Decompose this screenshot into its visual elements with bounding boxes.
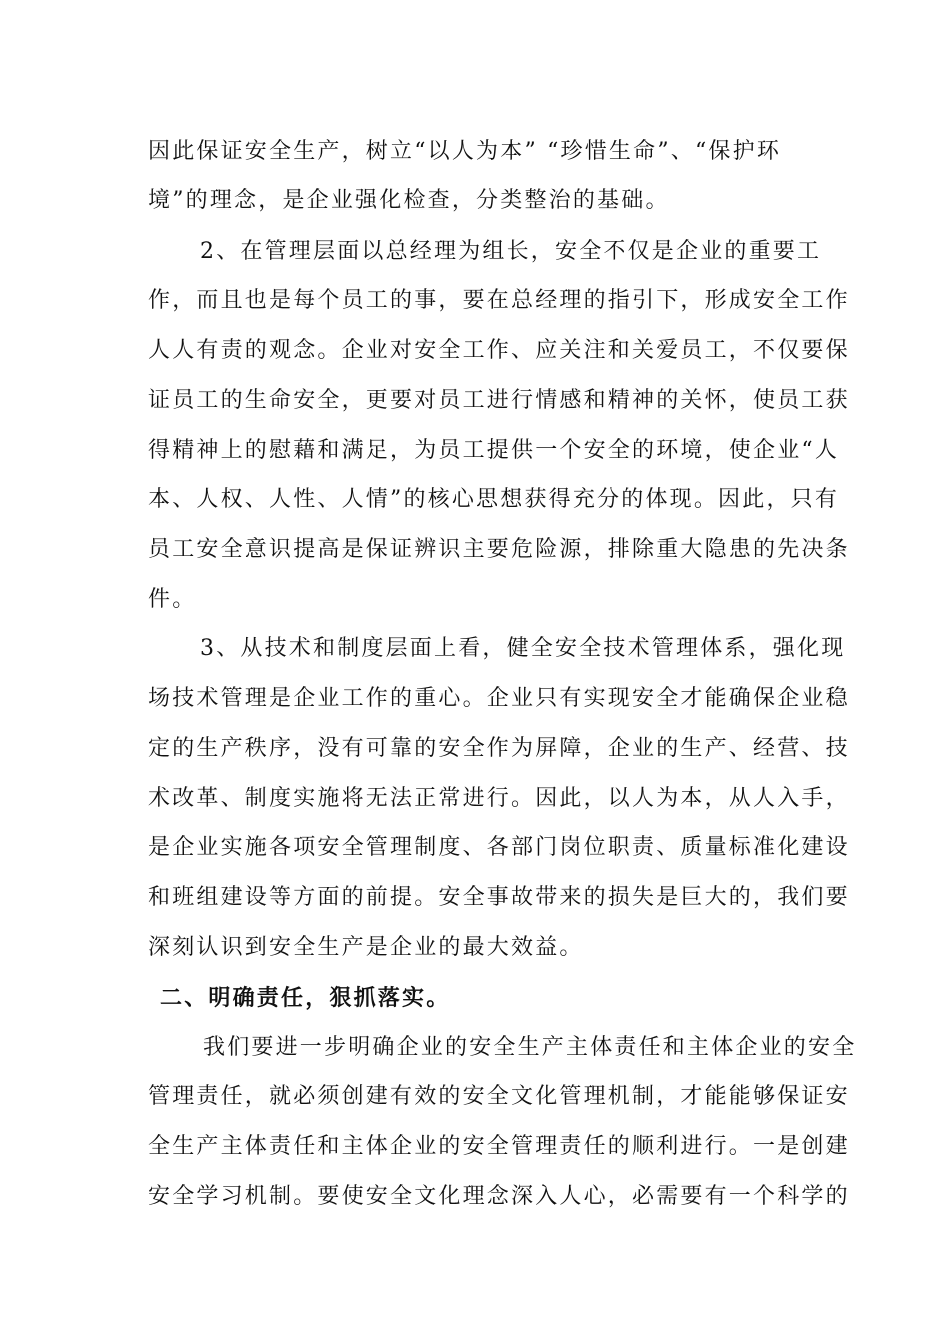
text-line: 和班组建设等方面的前提。安全事故带来的损失是巨大的，我们要 xyxy=(148,885,850,910)
text-line: 场技术管理是企业工作的重心。企业只有实现安全才能确保企业稳 xyxy=(148,686,850,711)
text-line: 安全学习机制。要使安全文化理念深入人心，必需要有一个科学的 xyxy=(148,1184,850,1209)
paragraph-3-start: 3、从技术和制度层面上看，健全安全技术管理体系，强化现 xyxy=(200,636,846,661)
text-line: 得精神上的慰藉和满足，为员工提供一个安全的环境，使企业“人 xyxy=(148,438,840,463)
text-line: 因此保证安全生产，树立“以人为本” “珍惜生命”、“保护环 xyxy=(148,139,782,164)
text-line: 件。 xyxy=(148,587,197,612)
text-line: 作，而且也是每个员工的事，要在总经理的指引下，形成安全工作 xyxy=(148,288,850,313)
section-heading: 二、明确责任，狠抓落实。 xyxy=(160,985,451,1011)
text-line: 员工安全意识提高是保证辨识主要危险源，排除重大隐患的先决条 xyxy=(148,537,850,562)
text-line: 证员工的生命安全，更要对员工进行情感和精神的关怀，使员工获 xyxy=(148,388,850,413)
paragraph-2-start: 2、在管理层面以总经理为组长，安全不仅是企业的重要工 xyxy=(200,239,822,264)
text-line: 术改革、制度实施将无法正常进行。因此，以人为本，从人入手， xyxy=(148,786,850,811)
text-line: 本、人权、人性、人情”的核心思想获得充分的体现。因此，只有 xyxy=(148,487,840,512)
text-line: 人人有责的观念。企业对安全工作、应关注和关爱员工，不仅要保 xyxy=(148,338,850,363)
text-line: 深刻认识到安全生产是企业的最大效益。 xyxy=(148,935,584,960)
text-line: 管理责任，就必须创建有效的安全文化管理机制，才能能够保证安 xyxy=(148,1084,850,1109)
text-line: 全生产主体责任和主体企业的安全管理责任的顺利进行。一是创建 xyxy=(148,1134,850,1159)
text-line: 境”的理念，是企业强化检查，分类整治的基础。 xyxy=(148,188,670,213)
text-line: 定的生产秩序，没有可靠的安全作为屏障，企业的生产、经营、技 xyxy=(148,736,850,761)
paragraph-section-start: 我们要进一步明确企业的安全生产主体责任和主体企业的安全 xyxy=(203,1035,857,1060)
text-line: 是企业实施各项安全管理制度、各部门岗位职责、质量标准化建设 xyxy=(148,835,850,860)
